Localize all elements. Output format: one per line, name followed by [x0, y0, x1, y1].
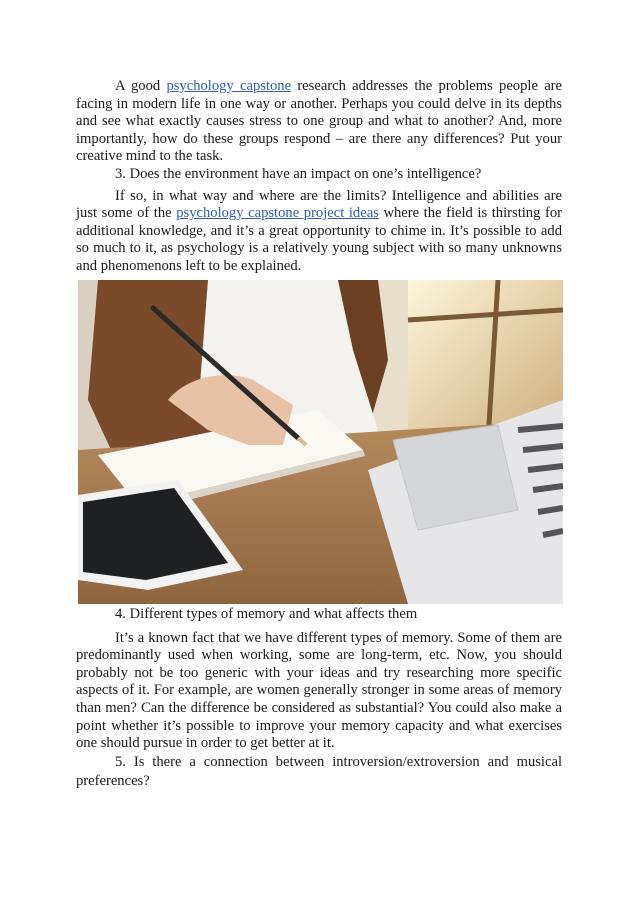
- paragraph-memory: It’s a known fact that we have different types of memory. Some of them are predominantly used when working, some are long-term, etc. Now, you should probably not be too generic with your ideas and try researching more specific aspects of it. For example, are women generally stronger in some areas of memory than men? Can the difference be considered as substantial? You could also make a point whether it’s possible to improve your memory capacity and what exercises one should pursue in order to get better at it.: [76, 629, 562, 752]
- heading-4: 4. Different types of memory and what affects them: [115, 606, 418, 622]
- text-block-top: [76, 78, 562, 276]
- paragraph-stress: [76, 78, 562, 166]
- heading-3: 3. Does the environment have an impact on one’s intelligence?: [115, 165, 482, 182]
- paragraph-text: research addresses the problems people are facing in modern life in one way or another. Perhaps you could delve in its depths and see what exactly causes stress to one group and what to another? And, more importantly, how do these groups respond – are there any differences? Put your creative mind to the task.: [76, 78, 563, 165]
- paragraph-intelligence: [76, 188, 562, 276]
- psychology-capstone-link[interactable]: psychology capstone: [166, 78, 292, 94]
- paragraph-text: A good: [115, 78, 167, 94]
- text-block-bottom: [76, 606, 562, 791]
- photo-student-writing: [78, 280, 563, 604]
- paragraph-text: where the field is thirsting for additional knowledge, and it’s a great opportunity to chime in. It’s possible to add so much to it, as psychology is a relatively young subject with so many unknowns and phenomenons left to be explained.: [76, 205, 563, 274]
- heading-5: 5. Is there a connection between introversion/extroversion and musical preferences?: [76, 753, 562, 789]
- psychology-capstone-project-ideas-link[interactable]: psychology capstone project ideas: [176, 205, 379, 222]
- paragraph-text: If so, in what way and where are the limits? Intelligence and abilities are just some of the: [76, 187, 562, 222]
